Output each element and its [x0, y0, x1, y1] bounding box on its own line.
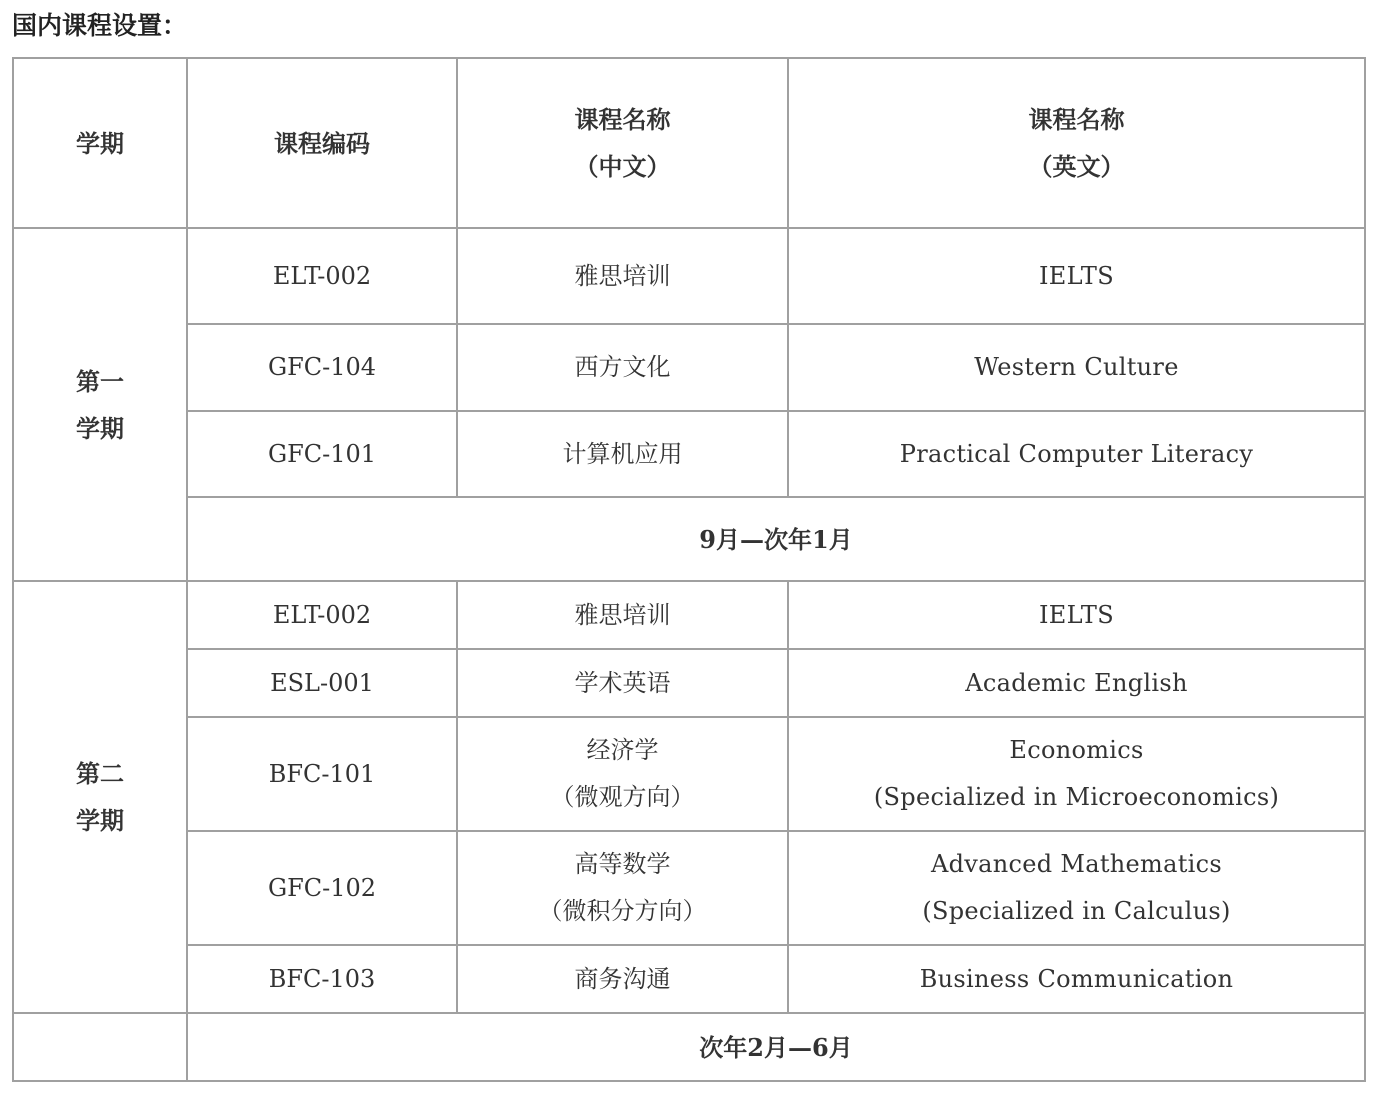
table-row: [13, 649, 1365, 717]
header-name-cn-line1: 课程名称: [574, 105, 671, 134]
header-code-label: 课程编码: [274, 128, 370, 158]
header-term: [13, 58, 187, 228]
table-row: [13, 411, 1365, 497]
course-name-cn-line2: （微积分方向）: [538, 897, 707, 925]
course-code: GFC-102: [187, 831, 457, 945]
course-code: ESL-001: [187, 649, 457, 717]
course-name-cn-line1: 计算机应用: [562, 439, 683, 468]
course-name-cn: [457, 324, 788, 411]
header-name-en-line2: （英文）: [1028, 152, 1125, 181]
course-name-cn-line1: 西方文化: [574, 353, 671, 381]
course-name-en-line1: Business Communication: [919, 964, 1234, 993]
empty-term-cell: [13, 1013, 187, 1081]
course-name-cn-line1: 经济学: [586, 736, 659, 764]
page-title: 国内课程设置：: [12, 11, 188, 40]
course-name-en-line1: Advanced Mathematics: [931, 850, 1222, 878]
course-code: BFC-103: [187, 945, 457, 1013]
course-name-en-line2: (Specialized in Microeconomics): [873, 783, 1280, 811]
term-cell-2: [13, 581, 187, 1013]
course-name-cn: [457, 649, 788, 717]
period-cell: 次年2月—6月: [187, 1013, 1365, 1081]
table-row: [13, 945, 1365, 1013]
course-name-cn: [457, 717, 788, 831]
table-row: [13, 581, 1365, 649]
table-row: [13, 831, 1365, 945]
course-name-cn-line1: 雅思培训: [574, 261, 671, 290]
course-table: [12, 57, 1366, 1082]
course-name-cn: [457, 581, 788, 649]
course-name-en-line1: IELTS: [1039, 600, 1114, 629]
course-name-en: [788, 581, 1365, 649]
period-row: [13, 1013, 1365, 1081]
course-name-en-line1: Practical Computer Literacy: [899, 439, 1254, 468]
term-label-line1: 第二: [76, 759, 124, 788]
course-name-en: [788, 717, 1365, 831]
header-name-en: [788, 58, 1365, 228]
course-name-cn: [457, 831, 788, 945]
table-row: [13, 717, 1365, 831]
course-code: ELT-002: [187, 581, 457, 649]
course-name-cn-line1: 高等数学: [574, 850, 671, 878]
course-name-en: [788, 945, 1365, 1013]
table-row: [13, 228, 1365, 324]
header-row: [13, 58, 1365, 228]
course-name-en-line1: Western Culture: [974, 353, 1179, 381]
course-name-cn-line1: 雅思培训: [574, 600, 671, 629]
course-name-en-line2: (Specialized in Calculus): [922, 897, 1231, 925]
header-name-en-line1: 课程名称: [1028, 105, 1125, 134]
term-cell-1: [13, 228, 187, 581]
course-name-en: [788, 324, 1365, 411]
course-name-en-line1: Academic English: [965, 668, 1188, 697]
course-name-en: [788, 649, 1365, 717]
course-name-cn: [457, 411, 788, 497]
period-row: [13, 497, 1365, 581]
course-name-cn: [457, 945, 788, 1013]
header-name-cn-line2: （中文）: [574, 152, 671, 181]
course-code: BFC-101: [187, 717, 457, 831]
course-code: GFC-101: [187, 411, 457, 497]
course-name-en: [788, 831, 1365, 945]
header-name-cn: [457, 58, 788, 228]
course-name-cn: [457, 228, 788, 324]
course-name-en: [788, 411, 1365, 497]
period-cell: 9月—次年1月: [187, 497, 1365, 581]
term-label-line1: 第一: [76, 366, 124, 396]
course-name-cn-line1: 商务沟通: [574, 964, 671, 993]
course-name-cn-line1: 学术英语: [574, 668, 671, 697]
course-name-en: [788, 228, 1365, 324]
term-label-line2: 学期: [76, 806, 124, 835]
table-row: [13, 324, 1365, 411]
course-name-en-line1: Economics: [1009, 736, 1144, 764]
course-code: GFC-104: [187, 324, 457, 411]
header-code: [187, 58, 457, 228]
course-code: ELT-002: [187, 228, 457, 324]
term-label-line2: 学期: [76, 413, 124, 443]
course-name-cn-line2: （微观方向）: [550, 783, 695, 811]
course-name-en-line1: IELTS: [1039, 261, 1114, 290]
header-term-label: 学期: [76, 128, 124, 158]
